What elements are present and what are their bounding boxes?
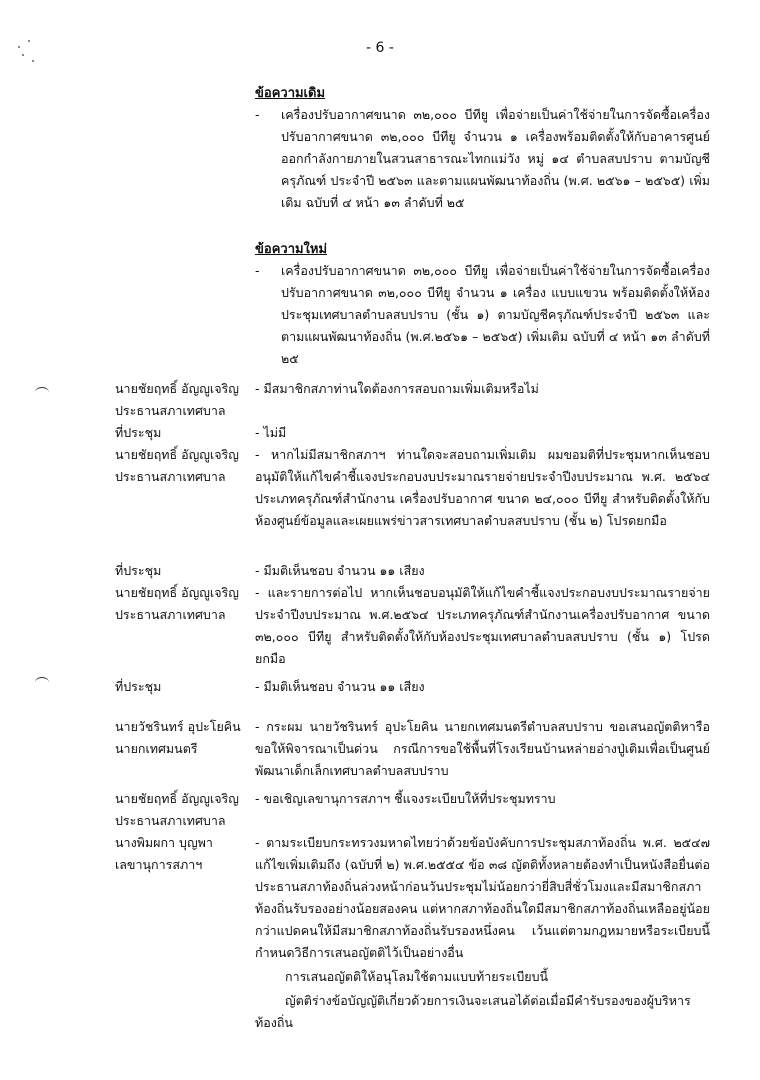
minute-text: - ขอเชิญเลขานุการสภาฯ ชี้แจงระเบียบให้ที่ประชุมทราบ bbox=[255, 791, 556, 806]
speaker-name: นายชัยฤทธิ์ อัญญูเจริญ bbox=[115, 791, 239, 806]
bullet-dash: - bbox=[255, 263, 260, 278]
minute-text: - มีมติเห็นชอบ จำนวน ๑๑ เสียง bbox=[255, 679, 425, 694]
speaker-role: ประธานสภาเทศบาล bbox=[115, 469, 226, 484]
minute-text: - ตามระเบียบกระทรวงมหาดไทยว่าด้วยข้อบังคับการประชุมสภาท้องถิ่น พ.ศ. ๒๕๔๗ แก้ไขเพิ่มเติมถึง (ฉบับที่ ๒) พ.ศ.๒๕๕๔ ข้อ ๓๘ ญัตติทั้งหลายต้องทำเป็นหนังสือยื่นต่อประธานสภาท้องถิ่นล่วงหน้าก่อนวันประชุมไม่น้อยกว่ายี่สิบสี่ชั่วโมงและมีสมาชิกสภาท้องถิ่นรับรองอย่างน้อยสองคน แต่หากสภาท้องถิ่นใดมีสมาชิกสภาท้องถิ่นเหลืออยู่น้อยกว่าแปดคนให้มีสมาชิกสภาท้องถิ่นรับรองหนึ่งคน เว้นแต่ตามกฎหมายหรือระเบียบนี้กำหนดวิธีการเสนอญัตติไว้เป็นอย่างอื่น bbox=[255, 835, 710, 960]
speaker-role: เลขานุการสภาฯ bbox=[115, 857, 203, 872]
speaker-name: นายชัยฤทธิ์ อัญญูเจริญ bbox=[115, 447, 239, 462]
closing-line-1: การเสนอญัตติให้อนุโลมใช้ตามแบบท้ายระเบียบนี้ bbox=[285, 969, 549, 984]
speaker-label bbox=[115, 788, 255, 832]
speaker-label bbox=[115, 422, 255, 444]
speaker-role: ประธานสภาเทศบาล bbox=[115, 403, 226, 418]
minute-text: - และรายการต่อไป หากเห็นชอบอนุมัติให้แก้ไขคำชี้แจงประกอบงบประมาณรายจ่ายประจำปีงบประมาณ พ.ศ.๒๕๖๔ ประเภทครุภัณฑ์สำนักงานเครื่องปรับอากาศ ขนาด ๓๒,๐๐๐ บีทียู สำหรับติดตั้งให้กับห้องประชุมเทศบาลตำบลสบปราบ (ชั้น ๑) โปรดยกมือ bbox=[255, 585, 710, 666]
minute-text: - มีสมาชิกสภาท่านใดต้องการสอบถามเพิ่มเติมหรือไม่ bbox=[255, 381, 539, 396]
speaker-name: ที่ประชุม bbox=[115, 425, 162, 440]
speaker-role: นายกเทศมนตรี bbox=[115, 741, 198, 756]
speaker-label bbox=[115, 716, 255, 760]
speaker-role: ประธานสภาเทศบาล bbox=[115, 813, 226, 828]
speaker-label bbox=[115, 832, 255, 876]
old-text-heading: ข้อความเดิม bbox=[255, 86, 326, 101]
margin-mark bbox=[35, 677, 49, 688]
new-text-heading: ข้อความใหม่ bbox=[255, 242, 328, 257]
bullet-dash: - bbox=[255, 107, 260, 122]
speaker-name: ที่ประชุม bbox=[115, 563, 162, 578]
old-text-body: เครื่องปรับอากาศขนาด ๓๒,๐๐๐ บีทียู เพื่อจ่ายเป็นค่าใช้จ่ายในการจัดซื้อเครื่องปรับอากาศขนาด ๓๒,๐๐๐ บีทียู จำนวน ๑ เครื่องพร้อมติดตั้งให้กับอาคารศูนย์ออกกำลังกายภายในสวนสาธารณะไทกแม่วัง หมู่ ๑๔ ตำบลสบปราบ ตามบัญชีครุภัณฑ์ ประจำปี ๒๕๖๓ และตามแผนพัฒนาท้องถิ่น (พ.ศ. ๒๕๖๑ – ๒๕๖๕) เพิ่มเติม ฉบับที่ ๔ หน้า ๑๓ ลำดับที่ ๒๕ bbox=[281, 107, 710, 210]
page-number: - 6 - bbox=[366, 40, 394, 56]
speaker-name: ที่ประชุม bbox=[115, 679, 162, 694]
speaker-label bbox=[115, 560, 255, 582]
new-text-paragraph bbox=[255, 260, 710, 370]
closing-line-2: ญัตติร่างข้อบัญญัติเกี่ยวด้วยการเงินจะเสนอได้ต่อเมื่อมีคำรับรองของผู้บริหารท้องถิ่น bbox=[255, 993, 691, 1030]
speaker-name: นายชัยฤทธิ์ อัญญูเจริญ bbox=[115, 381, 239, 396]
minute-text: - ไม่มี bbox=[255, 425, 287, 440]
new-text-body: เครื่องปรับอากาศขนาด ๓๒,๐๐๐ บีทียู เพื่อจ่ายเป็นค่าใช้จ่ายในการจัดซื้อเครื่องปรับอากาศขนาด ๓๒,๐๐๐ บีทียู จำนวน ๑ เครื่อง แบบแขวน พร้อมติดตั้งให้ห้องประชุมเทศบาลตำบลสบปราบ (ชั้น ๑) ตามบัญชีครุภัณฑ์ประจำปี ๒๕๖๓ และตามแผนพัฒนาท้องถิ่น (พ.ศ.๒๕๖๑ – ๒๕๖๕) เพิ่มเติม ฉบับที่ ๔ หน้า ๑๓ ลำดับที่ ๒๕ bbox=[281, 263, 710, 366]
speaker-label bbox=[115, 378, 255, 422]
speaker-role: ประธานสภาเทศบาล bbox=[115, 607, 226, 622]
speaker-label bbox=[115, 582, 255, 626]
speaker-label bbox=[115, 676, 255, 698]
minute-text: - มีมติเห็นชอบ จำนวน ๑๑ เสียง bbox=[255, 563, 425, 578]
margin-mark bbox=[35, 387, 49, 398]
speaker-name: นางพิมผกา บุญพา bbox=[115, 835, 213, 850]
minute-text: - กระผม นายวัชรินทร์ อุปะโยคิน นายกเทศมนตรีตำบลสบปราบ ขอเสนอญัตติหารือขอให้พิจารณาเป็นด่วน กรณีการขอใช้พื้นที่โรงเรียนบ้านหล่ายอ่างปู่เติมเพื่อเป็นศูนย์พัฒนาเด็กเล็กเทศบาลตำบลสบปราบ bbox=[255, 719, 710, 778]
speaker-name: นายชัยฤทธิ์ อัญญูเจริญ bbox=[115, 585, 239, 600]
old-text-paragraph bbox=[255, 104, 710, 214]
minute-text: - หากไม่มีสมาชิกสภาฯ ท่านใดจะสอบถามเพิ่มเติม ผมขอมติที่ประชุมหากเห็นชอบอนุมัติให้แก้ไขคำชี้แจงประกอบงบประมาณรายจ่ายประจำปีงบประมาณ พ.ศ. ๒๕๖๔ ประเภทครุภัณฑ์สำนักงาน เครื่องปรับอากาศ ขนาด ๒๔,๐๐๐ บีทียู สำหรับติดตั้งให้กับห้องศูนย์ข้อมูลและเผยแพร่ข่าวสารเทศบาลตำบลสบปราบ (ชั้น ๒) โปรดยกมือ bbox=[255, 447, 710, 528]
speaker-label bbox=[115, 444, 255, 488]
speaker-name: นายวัชรินทร์ อุปะโยคิน bbox=[115, 719, 241, 734]
